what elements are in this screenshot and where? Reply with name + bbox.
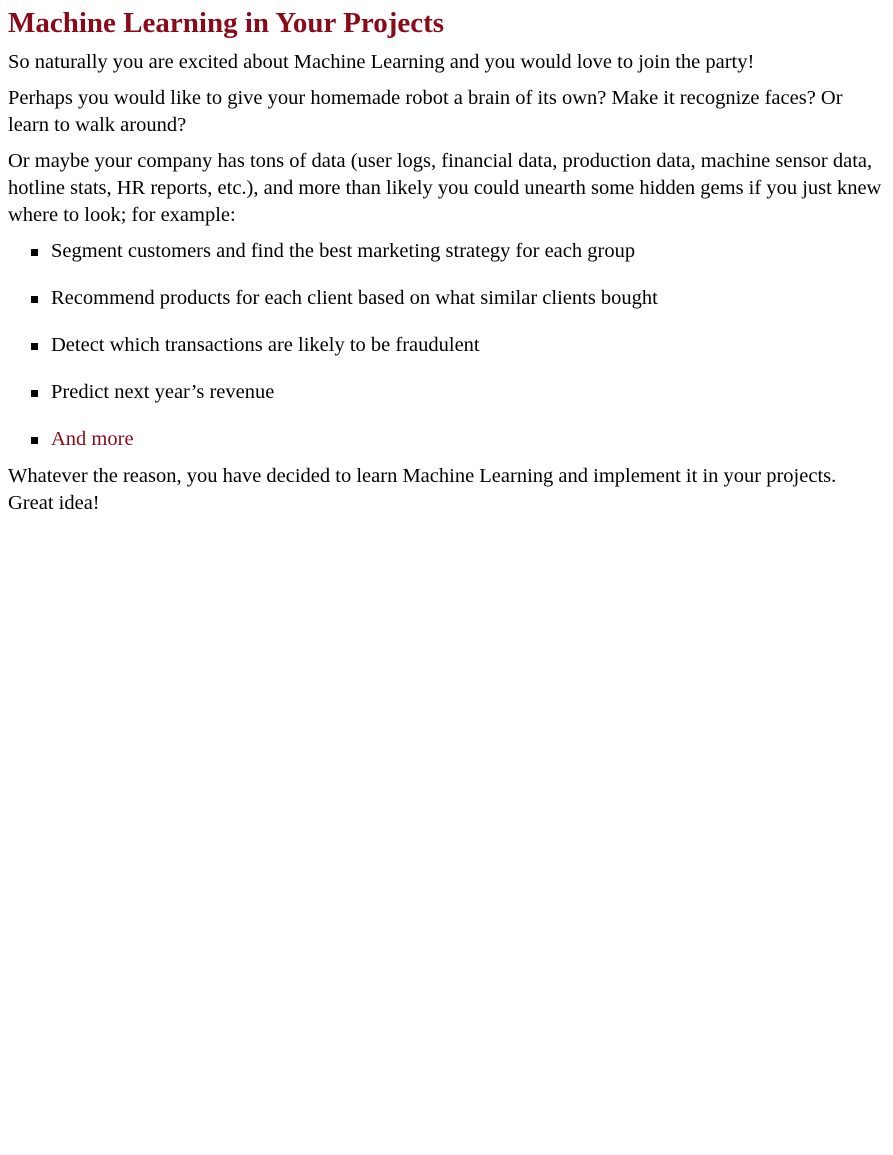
page-title: Machine Learning in Your Projects — [8, 7, 445, 39]
company-paragraph: Or maybe your company has tons of data (user logs, financial data, production data, machine sensor data, hotline stats, HR reports, etc.), and more than likely you could unearth some hidden gems if you just knew where to look; for example: — [8, 150, 882, 226]
square-bullet-icon — [31, 249, 38, 256]
conclusion-paragraph: Whatever the reason, you have decided to learn Machine Learning and implement it in your projects. Great idea! — [8, 465, 837, 514]
intro-paragraph: So naturally you are excited about Machine Learning and you would love to join the party! — [8, 51, 755, 73]
list-item-text: Predict next year’s revenue — [51, 381, 275, 403]
list-item — [51, 426, 885, 453]
list-item-text: Segment customers and find the best marketing strategy for each group — [51, 240, 636, 262]
list-item — [51, 285, 885, 312]
square-bullet-icon — [31, 343, 38, 350]
square-bullet-icon — [31, 437, 38, 444]
and-more-link[interactable]: And more — [51, 428, 134, 450]
list-item — [51, 379, 885, 406]
robot-paragraph: Perhaps you would like to give your homemade robot a brain of its own? Make it recognize faces? Or learn to walk around? — [8, 87, 843, 136]
list-item-text: Detect which transactions are likely to be fraudulent — [51, 334, 480, 356]
square-bullet-icon — [31, 296, 38, 303]
examples-list — [8, 238, 885, 453]
list-item-text: Recommend products for each client based on what similar clients bought — [51, 287, 658, 309]
square-bullet-icon — [31, 390, 38, 397]
list-item — [51, 332, 885, 359]
list-item — [51, 238, 885, 265]
document-page — [0, 0, 893, 517]
